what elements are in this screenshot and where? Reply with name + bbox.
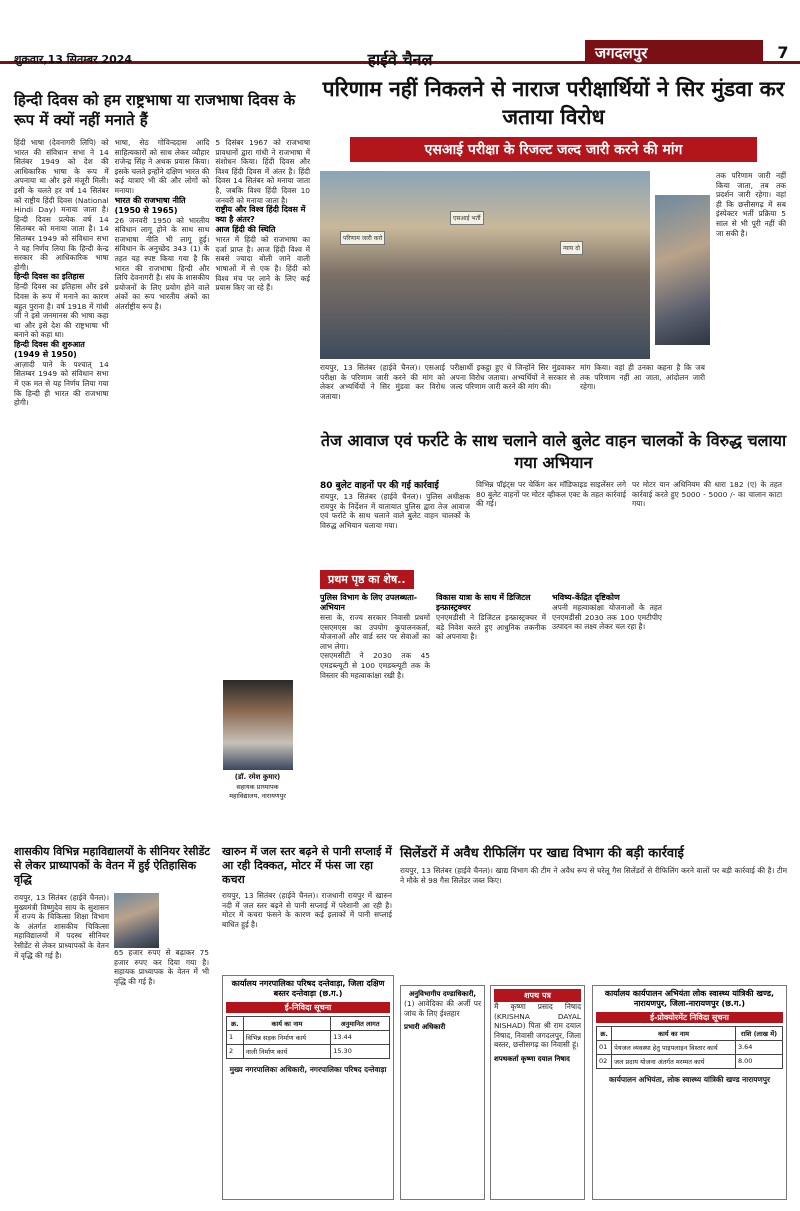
- affidavit-notice: [490, 985, 585, 1200]
- tender-table: [596, 1026, 783, 1069]
- subheading: भविष्य-केंद्रित दृष्टिकोण: [552, 593, 620, 602]
- subheading: भारत की राजभाषा नीति (1950 से 1965): [114, 195, 186, 215]
- water-headline: खारुन में जल स्तर बढ़ने से पानी सप्लाई में आ रही दिक्कत, मोटर में फंस जा रहा कचरा: [222, 845, 392, 886]
- article-text: रायपुर, 13 सितंबर (हाईवे चैनल)। एसआई परीक्षा के परिणाम जारी करने की मांग को लेकर अभ्यर्थियों ने सिर मुंडवा कर विरोध जताया।: [320, 363, 448, 401]
- tender-office: कार्यालय कार्यपालन अभियंता लोक स्वास्थ्य यांत्रिकी खण्ड, नारायणपुर, जिला-नारायणपुर (छ.ग.): [604, 989, 775, 1008]
- article-text: रायपुर, 13 सितंबर (हाईवे चैनल)। राजधानी रायपुर में खारुन नदी में जल स्तर बढ़ने से पानी सप्लाई में परेशानी आ रही है। मोटर में कचरा फंसने के कारण कई इलाकों में पानी सप्लाई बाधित हुई है।: [222, 891, 395, 929]
- notice-heading: अनुविभागीय दण्डाधिकारी,: [408, 990, 477, 998]
- table-row: [227, 1045, 390, 1059]
- article-text: सत्ता के, राज्य सरकार निवासी प्रथमों एसएमएस का उपयोग कुपालनकर्ता, योजनाओं और वार्ड स्तर पर सेवाओं का लाभ लेगा।: [320, 613, 433, 651]
- official-name: (डॉ. रमेश कुमार): [234, 773, 281, 781]
- table-row: [597, 1055, 783, 1069]
- article-text: आज़ादी पाने के पश्चात् 14 सितम्बर 1949 को संविधान सभा में एक मत से यह निर्णय लिया गया कि हिन्दी ही भारत की राजभाषा होगी।: [14, 359, 112, 408]
- article-text: रायपुर, 13 सितंबर (हाईवे चैनल)। मुख्यमंत्री विष्णुदेव साय के सुशासन में राज्य के चिकित्सा शिक्षा विभाग के अंतर्गत शासकीय चिकित्सा महाविद्यालयों में पदस्थ सीनियर रेसीडेंट से लेकर प्राध्यापकों के वेतन में वृद्धि की गई है।: [14, 893, 112, 960]
- water-article: [222, 845, 395, 965]
- bullet-headline: तेज आवाज एवं फर्राटे के साथ चलाने वाले बुलेट वाहन चालकों के विरुद्ध चलाया गया अभियान: [320, 431, 787, 472]
- protest-sign: परिणाम जारी करो: [340, 231, 385, 245]
- cylinder-article: [400, 845, 790, 975]
- protest-article: [320, 75, 787, 420]
- article-text: भारत में हिंदी को राजभाषा का दर्जा प्राप्त है। आज हिंदी विश्व में सबसे ज्यादा बोली जाने वाली भाषाओं में से एक है। हिंदी को विश्व मंच पर लाने के लिए कई प्रयास किए जा रहे हैं।: [215, 235, 313, 293]
- table-header: राशि (लाख में): [735, 1027, 782, 1041]
- tender-signature: मुख्य नगरपालिका अधिकारी, नगरपालिका परिषद दन्तेवाड़ा: [229, 1065, 387, 1074]
- table-cell: 01: [597, 1041, 612, 1055]
- subheading: हिन्दी दिवस का इतिहास: [14, 272, 85, 282]
- article-text: अपनी महत्वाकांक्षा योजनाओं के तहत एनएमडीसी 2030 तक 100 एमटीपीए उत्पादन का लक्ष्य लेकर चल रहा है।: [552, 603, 665, 632]
- table-cell: पेयजल व्यवस्था हेतु पाइपलाइन विस्तार कार्य: [612, 1041, 736, 1055]
- tender-table: [226, 1016, 390, 1059]
- article-text: एसएमसीटी ने 2030 तक 45 एमडब्ल्यूटी से 100 एमडब्ल्यूटी तक के विस्तार की महत्वाकांक्षा रखी है।: [320, 651, 433, 680]
- table-row: [227, 1031, 390, 1045]
- salary-article: [14, 845, 214, 1195]
- article-text: एनएमडीसी ने डिजिटल इन्फ्रास्ट्रक्चर में बड़े निवेश करते हुए आधुनिक तकनीक को अपनाया है।: [436, 613, 549, 642]
- article-text: 26 जनवरी 1950 को भारतीय संविधान लागू होने के साथ साथ राजभाषा नीति भी लागू हुई। संविधान के अनुच्छेद 343 (1) के तहत यह स्पष्ट किया गया है कि भारत की राजभाषा हिन्दी और लिपि देवनागरी है। संघ के शासकीय प्रयोजनों के लिए प्रयोग होने वाले अंकों का रूप भारतीय अंकों का अंतर्राष्ट्रीय रूप है।: [114, 215, 212, 311]
- tender-office: कार्यालय नगरपालिका परिषद दन्तेवाड़ा, जिला दक्षिण बस्तर दन्तेवाड़ा (छ.ग.): [231, 979, 385, 998]
- table-row: [597, 1041, 783, 1055]
- table-header: कार्य का नाम: [612, 1027, 736, 1041]
- notice-signature: प्रभारी अधिकारी: [404, 1023, 446, 1032]
- official-portrait-block: [205, 680, 310, 830]
- official-org: महाविद्यालय, नारायणपुर: [229, 792, 286, 800]
- protest-subheadline: एसआई परीक्षा के रिजल्ट जल्द जारी करने की मांग: [350, 137, 757, 162]
- masthead: [0, 0, 800, 69]
- table-header: क्र.: [227, 1017, 244, 1031]
- continuation-section: [320, 568, 787, 830]
- article-text: रायपुर, 13 सितंबर (हाईवे चैनल)। पुलिस अधीक्षक रायपुर के निर्देशन में यातायात पुलिस द्वारा तेज आवाज एवं फर्राटे के साथ चलाने वाले बुलेट वाहन चालकों के विरुद्ध अभियान चलाया गया।: [320, 492, 473, 530]
- protest-body: [320, 363, 710, 419]
- continuation-heading: प्रथम पृष्ठ का शेष..: [320, 570, 414, 589]
- tender-notice-1: [222, 975, 394, 1200]
- official-title: सहायक प्राध्यापक: [236, 783, 279, 791]
- table-cell: जल प्रदाय योजना अंतर्गत मरम्मत कार्य: [612, 1055, 736, 1069]
- article-text: तक परिणाम जारी नहीं किया जाता, तब तक प्रदर्शन जारी रहेगा। वहां ही कि छत्तीसगढ़ में सब इंस्पेक्टर भर्ती प्रक्रिया 5 साल से भी पूरी नहीं की जा सकी है।: [716, 171, 789, 238]
- protest-headline: परिणाम नहीं निकलने से नाराज परीक्षार्थियों ने सिर मुंडवा कर जताया विरोध: [322, 77, 785, 129]
- protest-sign: एसआई भर्ती: [450, 211, 484, 225]
- table-cell: 15.30: [331, 1045, 390, 1059]
- protest-photo: [320, 171, 650, 359]
- table-cell: 8.00: [735, 1055, 782, 1069]
- table-cell: 13.44: [331, 1031, 390, 1045]
- article-text: हिंदी भाषा (देवनागरी लिपि) को भारत की संविधान सभा ने 14 सितंबर 1949 को देश की आधिकारिक भाषा के रूप में अपनाया था और इसे मंजूरी मिली। इसी के चलते हर वर्ष 14 सितंबर को राष्ट्रीय हिंदी दिवस (National Hindi Day) मनाया जाता है। हिन्दी दिवस प्रत्येक वर्ष 14 सितम्बर को मनाया जाता है। 14 सितम्बर 1949 को संविधान सभा ने यह निर्णय लिया कि हिन्दी केन्द्र सरकार की आधिकारिक भाषा होगी।: [14, 138, 112, 272]
- tender-title: ई-निविदा सूचना: [226, 1002, 390, 1013]
- salary-headline: शासकीय विभिन्न महाविद्यालयों के सीनियर रेसीडेंट से लेकर प्राध्यापकों के वेतन में हुई ऐतिहासिक वृद्धि: [14, 845, 210, 886]
- article-text: भाषा, सेठ गोविन्ददास आदि साहित्यकारों को साथ लेकर व्यौहार राजेन्द्र सिंह ने अथक प्रयास किया। इसके चलते इन्होंने दक्षिण भारत की कई यात्राएं भी की और लोगों को मनाया।: [114, 138, 212, 195]
- protest-sign: न्याय दो: [560, 241, 583, 255]
- protest-photo-inset: [655, 195, 710, 345]
- edition-banner: जगदलपुर: [585, 40, 763, 64]
- subheading: राष्ट्रीय और विश्व हिंदी दिवस में क्या है अंतर?: [215, 205, 306, 225]
- tender-signature: कार्यपालन अभियंता, लोक स्वास्थ्य यांत्रिकी खण्ड नारायणपुर: [609, 1075, 770, 1084]
- subheading: आज हिंदी की स्थिति: [215, 225, 276, 235]
- tender-notice-2: [592, 985, 787, 1200]
- article-text: 65 हजार रुपए से बढ़ाकर 75 हजार रुपए कर दिया गया है। सहायक प्राध्यापक के वेतन में भी वृद्धि की गई है।: [114, 948, 212, 986]
- bullet-article: [320, 430, 787, 560]
- legal-notice: [400, 985, 485, 1200]
- notice-text: मैं कृष्णा प्रसाद निषाद (KRISHNA DAYAL NISHAD) पिता श्री राम दयाल निषाद, निवासी जगदलपुर, जिला बस्तर, छत्तीसगढ़ का निवासी हूं।: [494, 1002, 584, 1050]
- table-cell: 02: [597, 1055, 612, 1069]
- table-cell: विभिन्न सड़क निर्माण कार्य: [243, 1031, 331, 1045]
- minister-photo: [114, 893, 159, 948]
- hindi-day-headline: हिन्दी दिवस को हम राष्ट्रभाषा या राजभाषा दिवस के रूप में क्यों नहीं मनाते हैं: [14, 91, 296, 129]
- article-text: हिन्दी दिवस का इतिहास और इसे दिवस के रूप में मनाने का कारण बहुत पुराना है। वर्ष 1918 में गांधी जी ने इसे जनमानस की भाषा कहा था और इसे देश की राष्ट्रभाषा भी बनाने को कहा था।: [14, 282, 112, 340]
- subheading: पुलिस विभाग के लिए उपलब्धता-अभियान: [320, 593, 418, 612]
- official-photo: [223, 680, 293, 770]
- article-text: मांग किया। वहां ही उनका कहना है कि जब तक परिणाम नहीं आ जाता, आंदोलन जारी रहेगा।: [580, 363, 708, 392]
- issue-date: शुक्रवार,13 सितम्बर 2024: [14, 53, 133, 66]
- affidavit-heading: शपथ पत्र: [494, 989, 581, 1002]
- paper-name: हाईवे चैनल: [367, 50, 433, 69]
- article-text: विभिन्न पॉइंट्स पर चेकिंग कर मॉडिफाइड साइलेंसर लगे 80 बुलेट वाहनों पर मोटर व्हीकल एक्ट के तहत कार्रवाई की गई।: [476, 480, 629, 509]
- article-text: रायपुर, 13 सितंबर (हाईवे चैनल)। खाद्य विभाग की टीम ने अवैध रूप से घरेलू गैस सिलेंडरों से रीफिलिंग करने वालों पर बड़ी कार्रवाई की है। टीम ने मौके से 98 गैस सिलेंडर जब्त किए।: [400, 866, 790, 885]
- cylinder-headline: सिलेंडरों में अवैध रीफिलिंग पर खाद्य विभाग की बड़ी कार्रवाई: [400, 846, 684, 861]
- notice-text: (1) आवेदिका की अर्जी पर जांच के लिए ईश्तहार: [404, 999, 484, 1018]
- article-text: 5 दिसंबर 1967 को राजभाषा प्रावधानों द्वारा गांधी ने राजभाषा में संशोधन किया। हिंदी दिवस और विश्व हिंदी दिवस में अंतर है। हिंदी दिवस 14 सितंबर को मनाया जाता है, जबकि विश्व हिंदी दिवस 10 जनवरी को मनाया जाता है।: [215, 138, 313, 205]
- tender-title: ई-प्रोक्योरमेंट निविदा सूचना: [596, 1012, 783, 1023]
- notice-signature: शपथकर्ता कृष्णा दयाल निषाद: [494, 1054, 570, 1063]
- table-cell: नाली निर्माण कार्य: [243, 1045, 331, 1059]
- subheading: विकास यात्रा के साथ में डिजिटल इन्फ्रास्ट्रक्चर: [436, 593, 531, 612]
- table-cell: 2: [227, 1045, 244, 1059]
- bullet-lead: 80 बुलेट वाहनों पर की गई कार्रवाई: [320, 481, 439, 491]
- table-cell: 3.64: [735, 1041, 782, 1055]
- article-text: पर मोटर यान अधिनियम की धारा 182 (ए) के तहत कार्रवाई करते हुए 5000 - 5000 /- का चालान काटा गया।: [632, 480, 785, 509]
- table-cell: 1: [227, 1031, 244, 1045]
- subheading: हिन्दी दिवस की शुरुआत (1949 से 1950): [14, 339, 85, 359]
- article-text: परीक्षार्थी इकट्ठा हुए थे जिन्होंने सिर मुंडवाकर अपना विरोध जताया। अभ्यर्थियों ने सरकार से जल्द परिणाम जारी करने की मांग की।: [450, 363, 578, 392]
- table-header: कार्य का नाम: [243, 1017, 331, 1031]
- table-header: क्र.: [597, 1027, 612, 1041]
- table-header: अनुमानित लागत: [331, 1017, 390, 1031]
- page-number: 7: [777, 43, 789, 62]
